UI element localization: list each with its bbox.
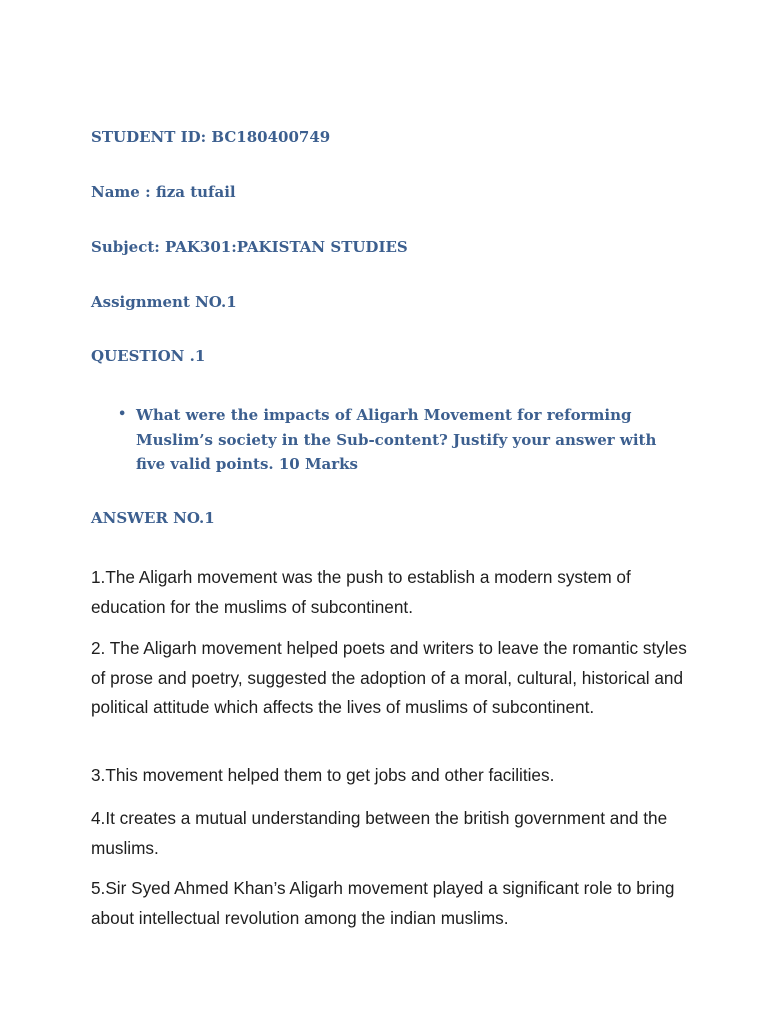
answer-point-4: 4.It creates a mutual understanding between the british government and the muslims. xyxy=(91,808,668,858)
question-item xyxy=(91,403,681,477)
question-heading: QUESTION .1 xyxy=(91,347,206,365)
question-text: What were the impacts of Aligarh Movement for reforming Muslim’s society in the Sub-content? Justify your answer with five valid points. 10 Marks xyxy=(136,406,657,473)
subject: Subject: PAK301:PAKISTAN STUDIES xyxy=(91,238,408,256)
student-id: STUDENT ID: BC180400749 xyxy=(91,128,331,146)
answer-point-2: 2. The Aligarh movement helped poets and writers to leave the romantic styles of prose and poetry, suggested the adoption of a moral, cultural, historical and political attitude which affects the lives of muslims of subcontinent. xyxy=(91,638,687,718)
answer-heading: ANSWER NO.1 xyxy=(91,509,215,527)
answer-point-5: 5.Sir Syed Ahmed Khan’s Aligarh movement played a significant role to bring about intellectual revolution among the indian muslims. xyxy=(91,878,675,928)
assignment-number: Assignment NO.1 xyxy=(91,293,237,311)
answer-point-3: 3.This movement helped them to get jobs and other facilities. xyxy=(91,765,555,785)
answer-point-1: 1.The Aligarh movement was the push to establish a modern system of education for the muslims of subcontinent. xyxy=(91,567,631,617)
bullet-icon: • xyxy=(118,407,127,422)
student-name: Name : fiza tufail xyxy=(91,183,236,201)
question-list xyxy=(91,403,681,477)
